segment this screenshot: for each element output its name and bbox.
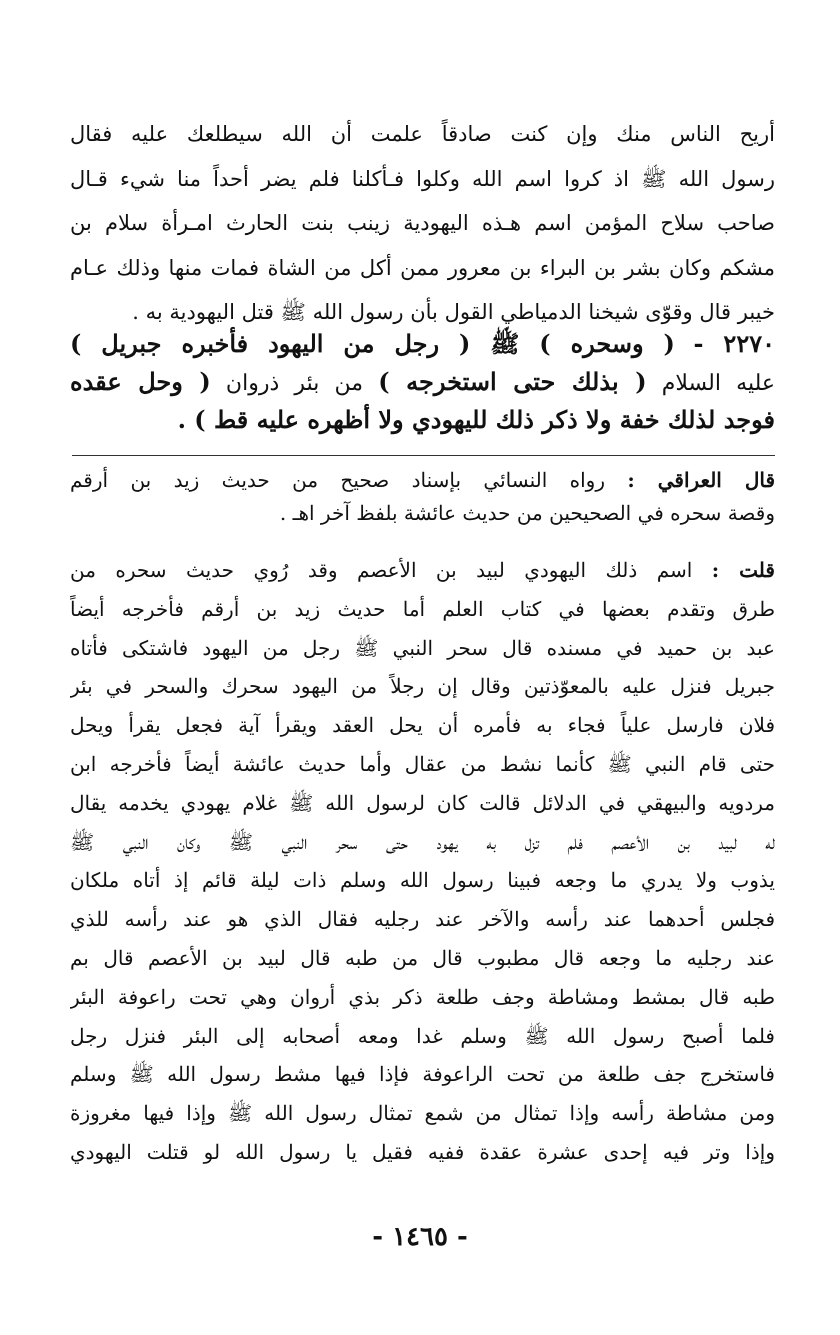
iraqi-commentary: [70, 464, 775, 530]
hadith-text-bold: ( وحل عقده: [70, 367, 211, 396]
text-line: فاستخرج جف طلعة من تحت الراعوفة فإذا فيها مشط رسول الله ﷺ وسلم: [70, 1062, 775, 1087]
text-line: ومن مشاطة رأسه وإذا تمثال من شمع تمثال رسول الله ﷺ وإذا فيها مغروزة: [70, 1101, 775, 1126]
hadith-number: ٢٢٧٠ -: [693, 329, 775, 358]
text-line: رسول الله ﷺ اذ كروا اسم الله وكلوا فـأكلنا فلم يضر أحداً منا شيء قـال: [70, 166, 775, 191]
author-commentary: [70, 551, 775, 1172]
text-line: اسم ذلك اليهودي لبيد بن الأعصم وقد رُوي حديث سحره من: [70, 558, 693, 582]
hadith-entry: [70, 325, 775, 439]
text-line: أريح الناس منك وإن كنت صادقاً علمت أن الله سيطلعك عليه فقال: [70, 122, 775, 146]
hadith-text-bold: ( وسحره ) ﷺ ( رجل من اليهود فأخبره جبريل ): [70, 329, 675, 358]
hadith-text: عليه السلام: [661, 371, 775, 396]
commentary-lead: قلت :: [711, 558, 775, 582]
text-line: جبريل فنزل عليه بالمعوّذتين وقال إن رجلاً من اليهود سحرك والسحر في بئر: [70, 674, 775, 699]
text-line: وقصة سحره في الصحيحين من حديث عائشة بلفظ آخر اهـ .: [279, 501, 775, 525]
text-line: حتى قام النبي ﷺ كأنما نشط من عقال وأما حديث عائشة أيضاً فأخرجه ابن: [70, 751, 775, 776]
section-divider: [72, 455, 775, 456]
commentary-lead: قال العراقي :: [627, 468, 775, 492]
hadith-text-bold: فوجد لذلك خفة ولا ذكر ذلك لليهودي ولا أظهره عليه قط ) .: [177, 405, 775, 434]
text-line: طرق وتقدم بعضها في كتاب العلم أما حديث زيد بن أرقم فأخرجه أيضاً: [70, 596, 775, 621]
text-line: عند رجليه ما وجعه قال مطبوب قال من طبه قال لبيد بن الأعصم قال بم: [70, 945, 775, 970]
text-line: عبد بن حميد في مسنده قال سحر النبي ﷺ رجل من اليهود فاشتكى فأتاه: [70, 635, 775, 660]
text-line: وإذا وتر فيه إحدى عشرة عقدة ففيه فقيل يا رسول الله لو قتلت اليهودي: [70, 1139, 775, 1164]
text-line: رواه النسائي بإسناد صحيح من حديث زيد بن أرقم: [70, 468, 605, 492]
text-line: له لبيد بن الأعصم فلم تزل به يهود حتى سحر النبي ﷺ وكان النبي ﷺ: [70, 829, 775, 854]
hadith-text: من بئر ذروان: [225, 371, 364, 396]
text-line: طبه قال بمشط ومشاطة وجف طلعة ذكر بذي أروان وهي تحت راعوفة البئر: [70, 984, 775, 1009]
text-line: يذوب ولا يدري ما وجعه فبينا رسول الله وسلم ذات ليلة قائم إذ أتاه ملكان: [70, 868, 775, 893]
text-line: مشكم وكان بشر بن البراء بن معرور ممن أكل من الشاة فمات منها وذلك عـام: [70, 255, 775, 280]
text-line: مردويه والبيهقي في الدلائل قالت كان لرسول الله ﷺ غلام يهودي يخدمه يقال: [70, 790, 775, 815]
text-line: فجلس أحدهما عند رأسه والآخر عند رجليه فقال الذي هو عند رأسه للذي: [70, 907, 775, 932]
opening-paragraph: [70, 112, 775, 335]
page-number: - ١٤٦٥ -: [372, 1222, 468, 1252]
hadith-text-bold: ( بذلك حتى استخرجه ): [378, 367, 647, 396]
text-line: فلان فارسل علياً فجاء به فأمره أن يحل العقد ويقرأ آية فجعل يقرأ ويحل: [70, 713, 775, 738]
text-line: فلما أصبح رسول الله ﷺ وسلم غدا ومعه أصحابه إلى البئر فنزل رجل: [70, 1023, 775, 1048]
text-line: خيبر قال وقوّى شيخنا الدمياطي القول بأن رسول الله ﷺ قتل اليهودية به .: [132, 300, 775, 324]
text-line: صاحب سلاح المؤمن اسم هـذه اليهودية زينب بنت الحارث امـرأة سلام بن: [70, 211, 775, 235]
